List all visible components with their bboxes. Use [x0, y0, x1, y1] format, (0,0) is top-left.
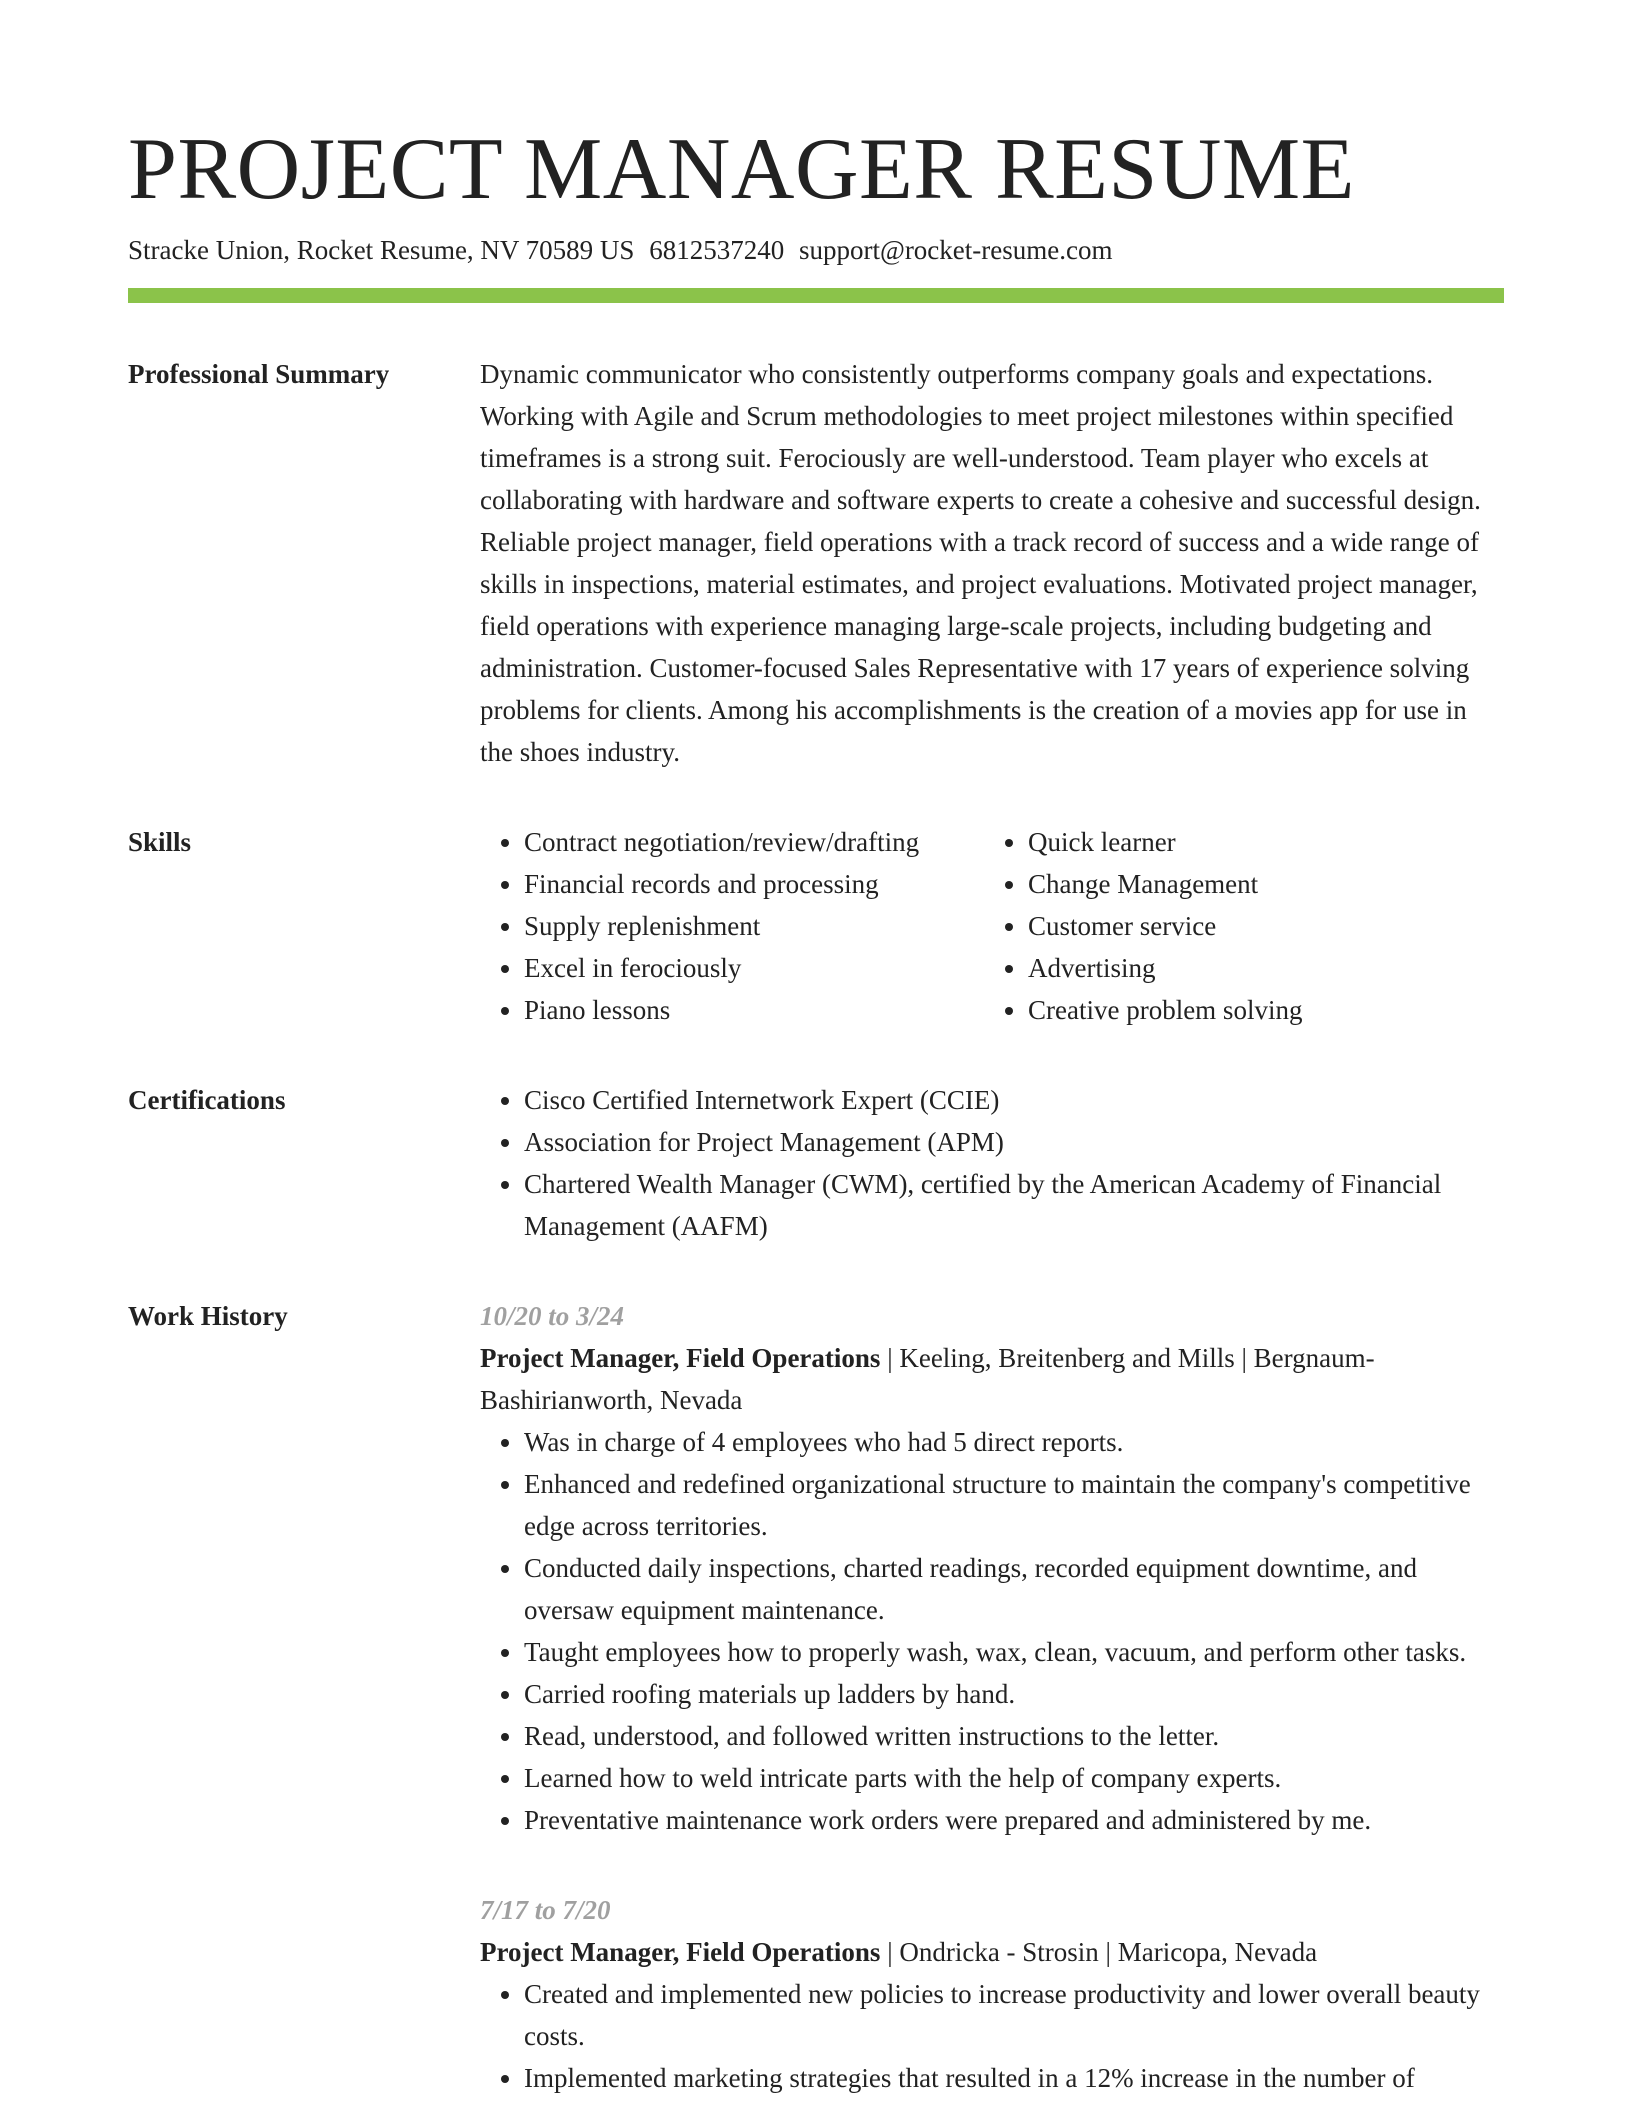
- certification-item: • Chartered Wealth Manager (CWM), certified by the American Academy of Financial Management (AAFM): [524, 1163, 1504, 1247]
- skill-item: • Customer service: [1028, 905, 1302, 947]
- job-entry: [480, 1889, 1504, 2099]
- job-bullet: • Conducted daily inspections, charted readings, recorded equipment downtime, and oversaw equipment maintenance.: [524, 1547, 1504, 1631]
- job-bullet: • Read, understood, and followed written instructions to the letter.: [524, 1715, 1504, 1757]
- contact-line: [128, 232, 1504, 268]
- job-bullet: • Carried roofing materials up ladders by hand.: [524, 1673, 1504, 1715]
- job-bullets: [480, 1421, 1504, 1841]
- skill-item: • Contract negotiation/review/drafting: [524, 821, 984, 863]
- job-bullet: • Implemented marketing strategies that resulted in a 12% increase in the number of: [524, 2057, 1504, 2099]
- job-bullet: • Learned how to weld intricate parts with the help of company experts.: [524, 1757, 1504, 1799]
- job-title: Project Manager, Field Operations: [480, 1937, 881, 1967]
- certifications-list: [480, 1079, 1504, 1247]
- certifications-section: [128, 1079, 1504, 1247]
- contact-email: support@rocket-resume.com: [798, 235, 1113, 265]
- job-dates: 10/20 to 3/24: [480, 1301, 625, 1331]
- skill-item: • Piano lessons: [524, 989, 984, 1031]
- contact-address: Stracke Union, Rocket Resume, NV 70589 US: [128, 235, 635, 265]
- job-details: | Ondricka - Strosin | Maricopa, Nevada: [880, 1937, 1318, 1967]
- job-title: Project Manager, Field Operations: [480, 1343, 881, 1373]
- contact-phone: 6812537240: [649, 235, 785, 265]
- skill-item: • Excel in ferociously: [524, 947, 984, 989]
- job-bullet: • Enhanced and redefined organizational structure to maintain the company's competitive edge across territories.: [524, 1463, 1504, 1547]
- certification-item: • Cisco Certified Internetwork Expert (CCIE): [524, 1079, 1504, 1121]
- skills-heading: Skills: [128, 827, 192, 857]
- skills-list-left: [480, 821, 984, 1031]
- header-divider: [128, 288, 1504, 303]
- skills-list-right: [984, 821, 1302, 1031]
- job-bullet: • Was in charge of 4 employees who had 5 direct reports.: [524, 1421, 1504, 1463]
- skill-item: • Change Management: [1028, 863, 1302, 905]
- job-dates: 7/17 to 7/20: [480, 1895, 611, 1925]
- job-entry: [480, 1295, 1504, 1841]
- summary-heading: Professional Summary: [128, 359, 390, 389]
- skills-section: [128, 821, 1504, 1031]
- summary-body: [480, 353, 1504, 773]
- job-bullet: • Taught employees how to properly wash, wax, clean, vacuum, and perform other tasks.: [524, 1631, 1504, 1673]
- summary-section: [128, 353, 1504, 773]
- job-bullet: • Created and implemented new policies to increase productivity and lower overall beauty costs.: [524, 1973, 1504, 2057]
- certifications-heading: Certifications: [128, 1085, 286, 1115]
- work-history-body: [480, 1295, 1504, 2099]
- work-history-heading: Work History: [128, 1301, 288, 1331]
- skill-item: • Creative problem solving: [1028, 989, 1302, 1031]
- skills-body: [480, 821, 1504, 1031]
- work-history-section: [128, 1295, 1504, 2099]
- job-bullet: • Preventative maintenance work orders were prepared and administered by me.: [524, 1799, 1504, 1841]
- document-title: PROJECT MANAGER RESUME: [128, 121, 1355, 218]
- skill-item: • Advertising: [1028, 947, 1302, 989]
- skill-item: • Supply replenishment: [524, 905, 984, 947]
- resume-page: [128, 120, 1504, 2099]
- skill-item: • Financial records and processing: [524, 863, 984, 905]
- job-details: | Keeling, Breitenberg and Mills | Bergnaum-Bashirianworth, Nevada: [480, 1343, 1375, 1415]
- skill-item: • Quick learner: [1028, 821, 1302, 863]
- job-heading: [480, 1931, 1504, 1973]
- job-bullets: [480, 1973, 1504, 2099]
- summary-text: Dynamic communicator who consistently outperforms company goals and expectations. Working with Agile and Scrum methodologies to meet project milestones within specified timeframes is a strong suit. Ferociously are well-understood. Team player who excels at collaborating with hardware and software experts to create a cohesive and successful design. Reliable project manager, field operations with a track record of success and a wide range of skills in inspections, material estimates, and project evaluations. Motivated project manager, field operations with experience managing large-scale projects, including budgeting and administration. Customer-focused Sales Representative with 17 years of experience solving problems for clients. Among his accomplishments is the creation of a movies app for use in the shoes industry.: [480, 359, 1481, 767]
- certification-item: • Association for Project Management (APM): [524, 1121, 1504, 1163]
- job-heading: [480, 1337, 1504, 1421]
- certifications-body: [480, 1079, 1504, 1247]
